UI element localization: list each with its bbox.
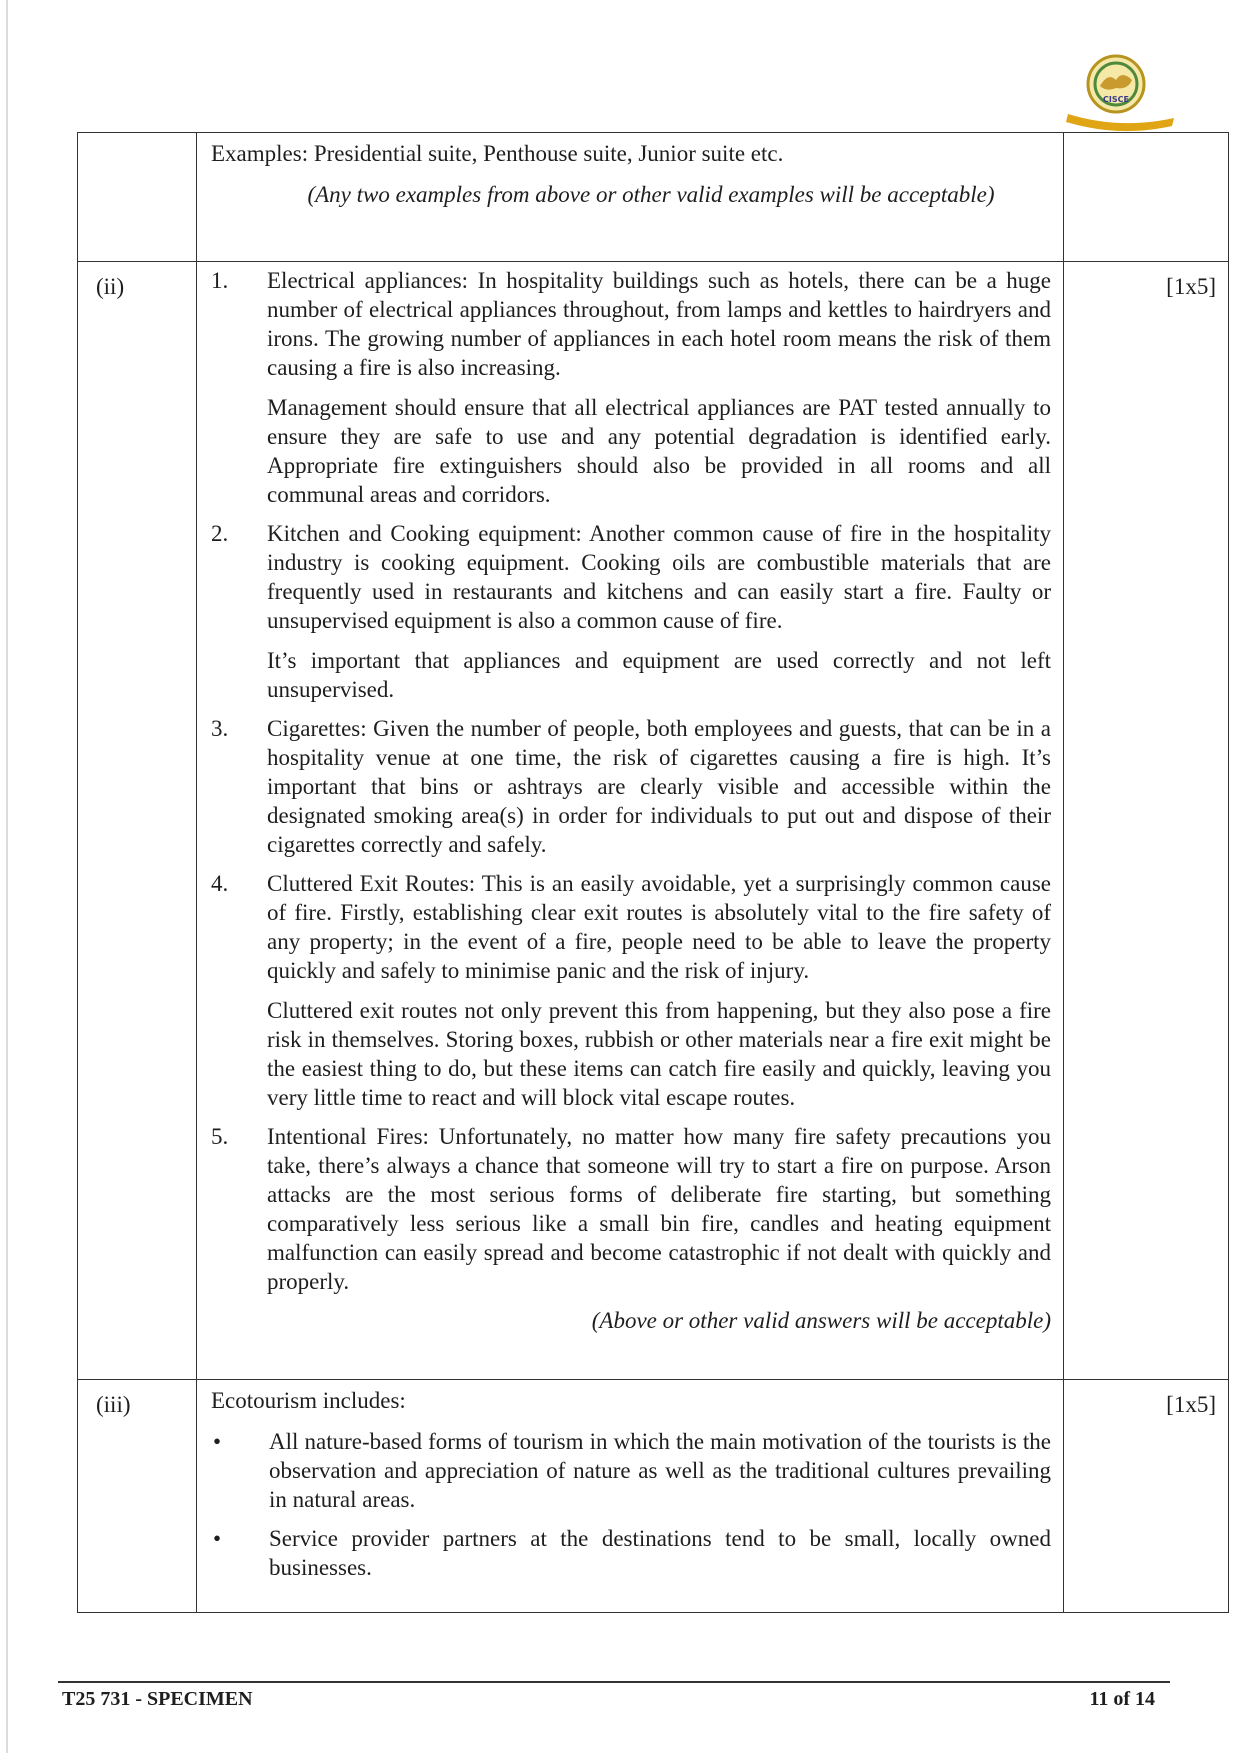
question-number: (iii) <box>78 1380 197 1613</box>
ecotourism-intro: Ecotourism includes: <box>211 1388 406 1413</box>
point-paragraph: Electrical appliances: In hospitality buildings such as hotels, there can be a huge number of electrical appliances throughout, from lamps and kettles to hairdryers and irons. The growing number of appliances in each hotel room means the risk of them causing a fire is also increasing. <box>267 268 1051 380</box>
svg-text:CISCE: CISCE <box>1103 95 1129 104</box>
point-paragraph: Management should ensure that all electrical appliances are PAT tested annually to ensure they are safe to use and any potential degradation is identified early. Appropriate fire extinguishers should also be provided in all rooms and all communal areas and corridors. <box>267 395 1051 507</box>
page-number: 11 of 14 <box>1089 1688 1155 1710</box>
answer-row-ii <box>78 262 1229 1380</box>
acceptance-note: (Any two examples from above or other valid examples will be acceptable) <box>307 182 995 207</box>
examples-text: Examples: Presidential suite, Penthouse suite, Junior suite etc. <box>211 141 784 166</box>
answer-point-2 <box>211 519 1051 704</box>
answer-point-1 <box>211 266 1051 509</box>
marks-cell <box>1064 133 1229 262</box>
bullet-point <box>211 1427 1051 1514</box>
answer-point-5 <box>211 1122 1051 1296</box>
point-paragraph: Kitchen and Cooking equipment: Another common cause of fire in the hospitality industry is cooking equipment. Cooking oils are combustible materials that are frequently used in restaurants and kitchens and can easily start a fire. Faulty or unsupervised equipment is also a common cause of fire. <box>267 521 1051 633</box>
bullet-text: All nature-based forms of tourism in which the main motivation of the tourists is the observation and appreciation of nature as well as the traditional cultures prevailing in natural areas. <box>269 1429 1051 1512</box>
point-paragraph: Cigarettes: Given the number of people, both employees and guests, that can be in a hospitality venue at one time, the risk of cigarettes causing a fire is high. It’s important that bins or ashtrays are clearly visible and accessible within the designated smoking area(s) in order for individuals to put out and dispose of their cigarettes correctly and safely. <box>267 716 1051 857</box>
paper-code: T25 731 - SPECIMEN <box>62 1688 253 1710</box>
point-number: 5. <box>211 1124 229 1149</box>
marks-cell: [1x5] <box>1064 262 1229 1380</box>
point-paragraph: Cluttered Exit Routes: This is an easily avoidable, yet a surprisingly common cause of fire. Firstly, establishing clear exit routes is absolutely vital to the fire safety of any property; in the event of a fire, people need to be able to leave the property quickly and safely to minimise panic and the risk of injury. <box>267 871 1051 983</box>
answer-row-iii <box>78 1380 1229 1613</box>
scan-edge-line <box>6 0 8 1753</box>
point-number: 4. <box>211 871 229 896</box>
answer-point-3 <box>211 714 1051 859</box>
point-number: 3. <box>211 716 229 741</box>
cisce-logo-icon <box>1060 50 1180 136</box>
bullet-icon: • <box>213 1526 222 1551</box>
bullet-point <box>211 1524 1051 1582</box>
question-number: (ii) <box>78 262 197 1380</box>
answer-point-4 <box>211 869 1051 1112</box>
answer-content <box>197 1380 1064 1613</box>
point-number: 1. <box>211 268 229 293</box>
point-paragraph: It’s important that appliances and equipment are used correctly and not left unsupervised. <box>267 648 1051 702</box>
point-number: 2. <box>211 521 229 546</box>
point-paragraph: Cluttered exit routes not only prevent this from happening, but they also pose a fire risk in themselves. Storing boxes, rubbish or other materials near a fire exit might be the easiest thing to do, but these items can catch fire easily and quickly, leaving you very little time to react and will block vital escape routes. <box>267 998 1051 1110</box>
answer-table <box>77 132 1229 1613</box>
bullet-icon: • <box>213 1429 222 1454</box>
point-paragraph: Intentional Fires: Unfortunately, no matter how many fire safety precautions you take, there’s always a chance that someone will try to start a fire on purpose. Arson attacks are the most serious forms of deliberate fire starting, but something comparatively less serious like a small bin fire, candles and heating equipment malfunction can easily spread and become catastrophic if not dealt with quickly and properly. <box>267 1124 1051 1294</box>
answer-row-examples <box>78 133 1229 262</box>
bullet-text: Service provider partners at the destinations tend to be small, locally owned businesses. <box>269 1526 1051 1580</box>
answer-content <box>197 133 1064 262</box>
marks-cell: [1x5] <box>1064 1380 1229 1613</box>
acceptance-note: (Above or other valid answers will be acceptable) <box>591 1308 1051 1333</box>
footer-rule <box>58 1681 1170 1683</box>
question-number <box>78 133 197 262</box>
answer-content <box>197 262 1064 1380</box>
